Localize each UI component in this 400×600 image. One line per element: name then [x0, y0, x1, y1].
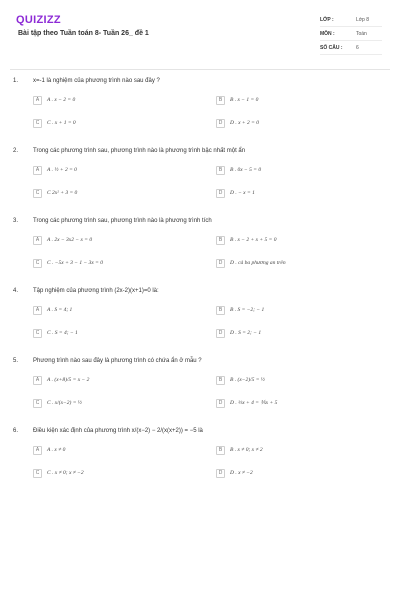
option-c[interactable]: [33, 328, 78, 338]
option-b[interactable]: [216, 375, 265, 385]
option-text: A . x ≠ 0: [47, 447, 66, 453]
option-text: A . 2x − 3x2 − x = 0: [47, 237, 93, 243]
worksheet-header: [10, 10, 390, 70]
option-letter-box: D: [216, 469, 225, 478]
option-text: A . ½ + 2 = 0: [47, 167, 77, 173]
option-d[interactable]: [216, 468, 253, 478]
question-number: 6.: [13, 428, 19, 434]
meta-label: SỐ CÂU :: [320, 44, 343, 51]
question-text: Trong các phương trình sau, phương trình nào là phương trình tích: [33, 218, 212, 224]
option-text: B . 0x − 5 = 0: [230, 167, 262, 173]
meta-row-class: [320, 13, 382, 27]
option-a[interactable]: [33, 235, 92, 245]
meta-value: Toán: [356, 30, 367, 37]
option-text: D . x ≠ −2: [230, 470, 253, 476]
option-b[interactable]: [216, 445, 263, 455]
meta-label: LỚP :: [320, 16, 334, 23]
option-letter-box: A: [33, 236, 42, 245]
option-a[interactable]: [33, 445, 65, 455]
question-number: 1.: [13, 78, 19, 84]
option-a[interactable]: [33, 95, 75, 105]
option-c[interactable]: [33, 468, 84, 478]
option-c[interactable]: [33, 258, 103, 268]
option-letter-box: D: [216, 399, 225, 408]
worksheet-title: Bài tập theo Tuần toán 8- Tuần 26_ đề 1: [18, 30, 149, 37]
question-number: 5.: [13, 358, 19, 364]
option-text: C 2x² + 3 = 0: [47, 190, 78, 196]
option-d[interactable]: [216, 118, 259, 128]
option-c[interactable]: [33, 118, 76, 128]
question-number: 4.: [13, 288, 19, 294]
option-d[interactable]: [216, 258, 286, 268]
option-letter-box: C: [33, 119, 42, 128]
option-letter-box: D: [216, 119, 225, 128]
option-letter-box: B: [216, 166, 225, 175]
option-letter-box: A: [33, 446, 42, 455]
meta-value: 6: [356, 44, 359, 51]
meta-row-subject: [320, 27, 382, 41]
option-letter-box: A: [33, 376, 42, 385]
option-text: C . x ≠ 0; x ≠ −2: [47, 470, 84, 476]
option-text: A . S = 4; 1: [47, 307, 73, 313]
option-text: C . x + 1 = 0: [47, 120, 76, 126]
option-letter-box: A: [33, 96, 42, 105]
option-letter-box: A: [33, 306, 42, 315]
meta-table: [320, 13, 382, 55]
option-letter-box: D: [216, 189, 225, 198]
question-text: Trong các phương trình sau, phương trình nào là phương trình bậc nhất một ẩn: [33, 148, 246, 154]
option-letter-box: C: [33, 469, 42, 478]
option-letter-box: D: [216, 329, 225, 338]
meta-row-count: [320, 41, 382, 55]
option-letter-box: D: [216, 259, 225, 268]
option-text: B . x − 1 = 0: [230, 97, 259, 103]
option-letter-box: C: [33, 189, 42, 198]
option-text: C . S = 4; − 1: [47, 330, 78, 336]
question-text: Phương trình nào sau đây là phương trình có chứa ẩn ở mẫu ?: [33, 358, 202, 364]
question-number: 3.: [13, 218, 19, 224]
option-letter-box: B: [216, 236, 225, 245]
option-b[interactable]: [216, 235, 276, 245]
brand-logo: QUIZIZZ: [16, 14, 61, 26]
option-a[interactable]: [33, 375, 89, 385]
option-b[interactable]: [216, 305, 264, 315]
option-text: C . x/(x−2) = ½: [47, 400, 82, 406]
option-letter-box: B: [216, 446, 225, 455]
question-text: Tập nghiệm của phương trình (2x-2)(x+1)=0 là:: [33, 288, 159, 294]
option-text: B . x − 2 + x + 5 = 0: [230, 237, 277, 243]
option-letter-box: A: [33, 166, 42, 175]
option-text: D . ⅓x + 4 = ⅕x + 5: [230, 400, 278, 406]
option-text: D . x + 2 = 0: [230, 120, 259, 126]
question-text: x=-1 là nghiệm của phương trình nào sau đây ?: [33, 78, 160, 84]
question-number: 2.: [13, 148, 19, 154]
option-letter-box: C: [33, 259, 42, 268]
option-text: D . − x = 1: [230, 190, 255, 196]
option-letter-box: B: [216, 96, 225, 105]
option-letter-box: C: [33, 399, 42, 408]
option-text: B . S = −2; − 1: [230, 307, 265, 313]
option-d[interactable]: [216, 398, 277, 408]
option-a[interactable]: [33, 165, 77, 175]
option-a[interactable]: [33, 305, 72, 315]
option-text: A . x − 2 = 0: [47, 97, 76, 103]
question-text: Điều kiện xác định của phương trình x/(x−2) − 2/(x(x+2)) = −5 là: [33, 428, 203, 434]
option-b[interactable]: [216, 165, 261, 175]
meta-value: Lớp 8: [356, 16, 370, 23]
option-text: D . S = 2; − 1: [230, 330, 262, 336]
option-text: B . x ≠ 0; x ≠ 2: [230, 447, 263, 453]
option-text: B . (x−2)/5 = ½: [230, 377, 265, 383]
option-letter-box: B: [216, 376, 225, 385]
option-letter-box: C: [33, 329, 42, 338]
option-d[interactable]: [216, 328, 261, 338]
meta-label: MÔN :: [320, 30, 335, 37]
option-text: C . −5x + 3 − 1 − 3x = 0: [47, 260, 103, 266]
option-text: D . cả ba phương an trên: [230, 260, 286, 266]
option-text: A . (x+8)/5 = x − 2: [47, 377, 90, 383]
option-c[interactable]: [33, 188, 77, 198]
option-letter-box: B: [216, 306, 225, 315]
option-c[interactable]: [33, 398, 82, 408]
option-d[interactable]: [216, 188, 255, 198]
option-b[interactable]: [216, 95, 258, 105]
